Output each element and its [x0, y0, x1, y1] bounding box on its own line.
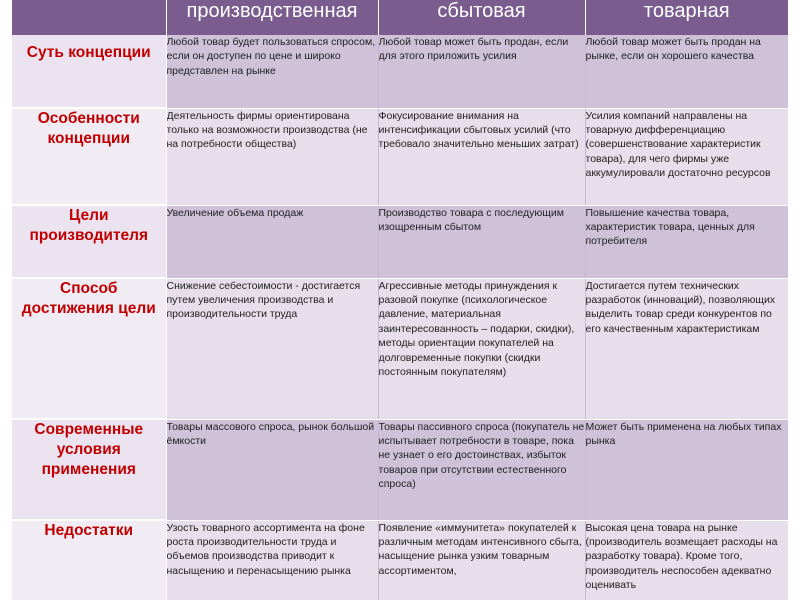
table-cell: Фокусирование внимания на интенсификации сбытовых усилий (что требовало значительно меньших затрат) [378, 108, 585, 205]
column-header-product: товарная [585, 0, 788, 35]
table-cell: Любой товар может быть продан, если для этого приложить усилия [378, 35, 585, 108]
comparison-table [12, 0, 788, 600]
table-row [12, 205, 788, 278]
table-cell: Узость товарного ассортимента на фоне роста производительности труда и объемов производства приводит к насыщению и перенасыщению рынка [166, 520, 378, 600]
table-cell: Снижение себестоимости - достигается путем увеличения производства и производительности труда [166, 278, 378, 419]
row-label: Современные условия применения [12, 419, 166, 520]
table-row [12, 108, 788, 205]
table-cell: Деятельность фирмы ориентирована только на возможности производства (не на потребности общества) [166, 108, 378, 205]
row-label: Особенности концепции [12, 108, 166, 205]
header-corner [12, 0, 166, 35]
row-label: Цели производителя [12, 205, 166, 278]
row-label: Суть концепции [12, 35, 166, 108]
table-cell: Увеличение объема продаж [166, 205, 378, 278]
table-row [12, 419, 788, 520]
table-cell: Может быть применена на любых типах рынка [585, 419, 788, 520]
table-cell: Достигается путем технических разработок (инноваций), позволяющих выделить товар среди конкурентов по его качественным характеристикам [585, 278, 788, 419]
table-row [12, 35, 788, 108]
table-cell: Усилия компаний направлены на товарную дифференциацию (совершенствование характеристик товара), для чего фирмы уже аккумулировали достаточно ресурсов [585, 108, 788, 205]
header-row [12, 0, 788, 35]
table-cell: Появление «иммунитета» покупателей к различным методам интенсивного сбыта, насыщение рынка узким товарным ассортиментом, [378, 520, 585, 600]
table-cell: Любой товар может быть продан на рынке, если он хорошего качества [585, 35, 788, 108]
table-row [12, 520, 788, 600]
table-cell: Высокая цена товара на рынке (производитель возмещает расходы на разработку товара). Кроме того, производитель неспособен адекватно оценивать [585, 520, 788, 600]
table-cell: Товары массового спроса, рынок большой ёмкости [166, 419, 378, 520]
table-cell: Агрессивные методы принуждения к разовой покупке (психологическое давление, материальная заинтересованность – подарки, скидки), методы ориентации покупателей на долговременные покупки (скидки постоянным покупателям) [378, 278, 585, 419]
table-cell: Производство товара с последующим изощренным сбытом [378, 205, 585, 278]
table-cell: Любой товар будет пользоваться спросом, если он доступен по цене и широко представлен на рынке [166, 35, 378, 108]
column-header-sales: сбытовая [378, 0, 585, 35]
row-label: Недостатки [12, 520, 166, 600]
table-cell: Товары пассивного спроса (покупатель не испытывает потребности в товаре, пока не узнает о его достоинствах, избыток товаров при отсутствии естественного спроса) [378, 419, 585, 520]
column-header-production: производственная [166, 0, 378, 35]
table-cell: Повышение качества товара, характеристик товара, ценных для потребителя [585, 205, 788, 278]
row-label: Способ достижения цели [12, 278, 166, 419]
table-row [12, 278, 788, 419]
